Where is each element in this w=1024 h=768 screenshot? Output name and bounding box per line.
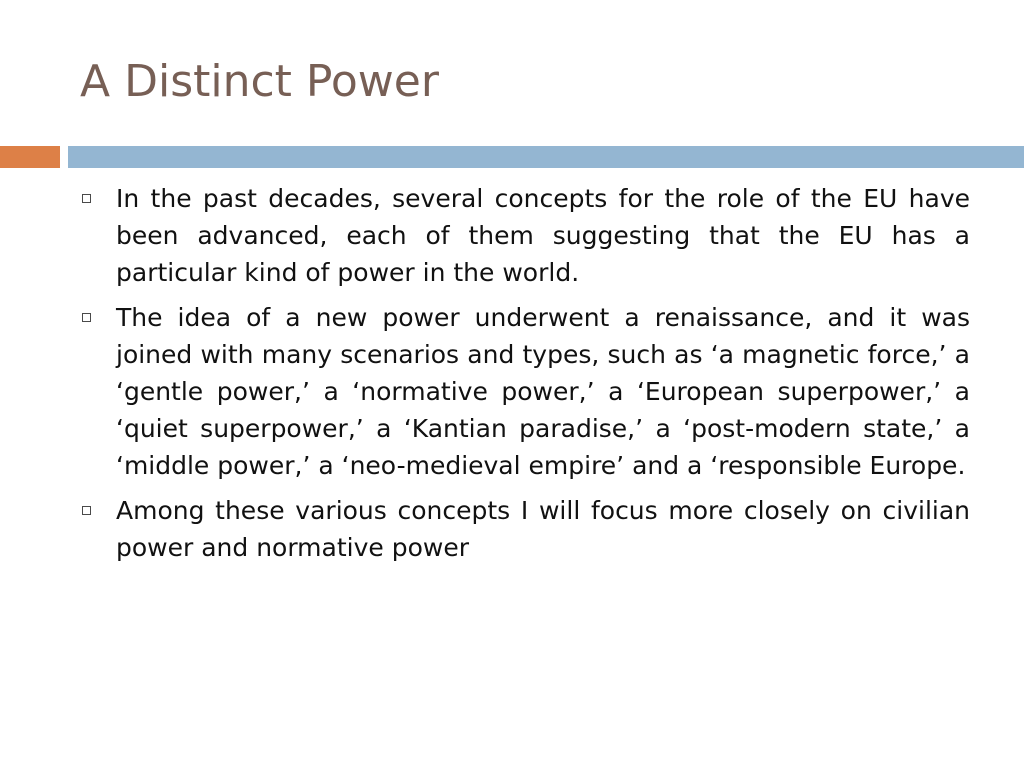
square-bullet-icon bbox=[82, 194, 91, 203]
square-bullet-icon bbox=[82, 313, 91, 322]
square-bullet-icon bbox=[82, 506, 91, 515]
bullet-item bbox=[80, 492, 970, 566]
bullet-text: The idea of a new power underwent a renaissance, and it was joined with many scenarios and types, such as ‘a magnetic force,’ a ‘gentle power,’ a ‘normative power,’ a ‘European superpower,’ a ‘quiet superpower,’ a ‘Kantian paradise,’ a ‘post-modern state,’ a ‘middle power,’ a ‘neo-medieval empire’ and a ‘responsible Europe. bbox=[116, 303, 970, 480]
bullet-item bbox=[80, 180, 970, 291]
accent-bar-blue bbox=[68, 146, 1024, 168]
bullet-item bbox=[80, 299, 970, 484]
bullet-list bbox=[80, 180, 970, 574]
bullet-text: In the past decades, several concepts for the role of the EU have been advanced, each of them suggesting that the EU has a particular kind of power in the world. bbox=[116, 184, 970, 287]
bullet-text: Among these various concepts I will focus more closely on civilian power and normative power bbox=[116, 496, 970, 562]
accent-bar-orange bbox=[0, 146, 60, 168]
slide-title: A Distinct Power bbox=[80, 56, 439, 107]
